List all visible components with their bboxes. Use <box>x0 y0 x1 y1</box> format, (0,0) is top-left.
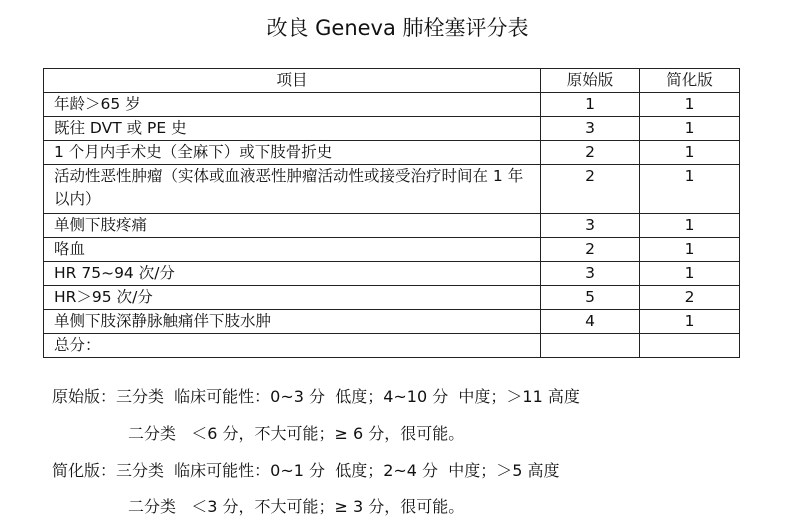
original-three-tier-note: 原始版：三分类 临床可能性：0~3 分 低度；4~10 分 中度；＞11 高度 <box>52 387 580 406</box>
row-simplified-score: 1 <box>640 238 740 262</box>
row-simplified-score: 1 <box>640 165 740 214</box>
row-item: HR 75~94 次/分 <box>44 262 541 286</box>
row-original-score: 4 <box>541 310 640 334</box>
table-row <box>44 310 740 334</box>
table-row <box>44 262 740 286</box>
table-row <box>44 141 740 165</box>
table-row <box>44 165 740 214</box>
row-simplified-score: 1 <box>640 93 740 117</box>
row-original-score: 2 <box>541 165 640 214</box>
row-original-score: 3 <box>541 117 640 141</box>
table-row <box>44 117 740 141</box>
row-simplified-score: 1 <box>640 141 740 165</box>
header-simplified: 简化版 <box>640 69 740 93</box>
row-item: HR＞95 次/分 <box>44 286 541 310</box>
row-original-score: 5 <box>541 286 640 310</box>
table-header-row <box>44 69 740 93</box>
row-original-score: 3 <box>541 214 640 238</box>
original-two-tier-note: 二分类 ＜6 分，不大可能；≥ 6 分，很可能。 <box>128 424 465 443</box>
row-original-score: 1 <box>541 93 640 117</box>
row-original-score: 2 <box>541 238 640 262</box>
simplified-three-tier-note: 简化版：三分类 临床可能性：0~1 分 低度；2~4 分 中度；＞5 高度 <box>52 461 560 480</box>
row-simplified-score: 1 <box>640 262 740 286</box>
table-row <box>44 286 740 310</box>
total-simplified-score <box>640 334 740 358</box>
table-row <box>44 214 740 238</box>
row-original-score: 3 <box>541 262 640 286</box>
row-item: 活动性恶性肿瘤（实体或血液恶性肿瘤活动性或接受治疗时间在 1 年以内） <box>44 165 541 214</box>
row-item: 单侧下肢深静脉触痛伴下肢水肿 <box>44 310 541 334</box>
header-item: 项目 <box>44 69 541 93</box>
geneva-score-table <box>43 68 740 358</box>
row-original-score: 2 <box>541 141 640 165</box>
document-title: 改良 Geneva 肺栓塞评分表 <box>266 16 529 40</box>
row-item: 年龄＞65 岁 <box>44 93 541 117</box>
simplified-two-tier-note: 二分类 ＜3 分，不大可能；≥ 3 分，很可能。 <box>128 497 465 516</box>
table-row <box>44 93 740 117</box>
row-simplified-score: 1 <box>640 117 740 141</box>
table-row <box>44 238 740 262</box>
row-simplified-score: 1 <box>640 310 740 334</box>
table-total-row <box>44 334 740 358</box>
row-item: 单侧下肢疼痛 <box>44 214 541 238</box>
header-original: 原始版 <box>541 69 640 93</box>
row-simplified-score: 1 <box>640 214 740 238</box>
row-item: 既往 DVT 或 PE 史 <box>44 117 541 141</box>
row-item: 1 个月内手术史（全麻下）或下肢骨折史 <box>44 141 541 165</box>
total-original-score <box>541 334 640 358</box>
row-item: 咯血 <box>44 238 541 262</box>
row-simplified-score: 2 <box>640 286 740 310</box>
total-label: 总分： <box>44 334 541 358</box>
